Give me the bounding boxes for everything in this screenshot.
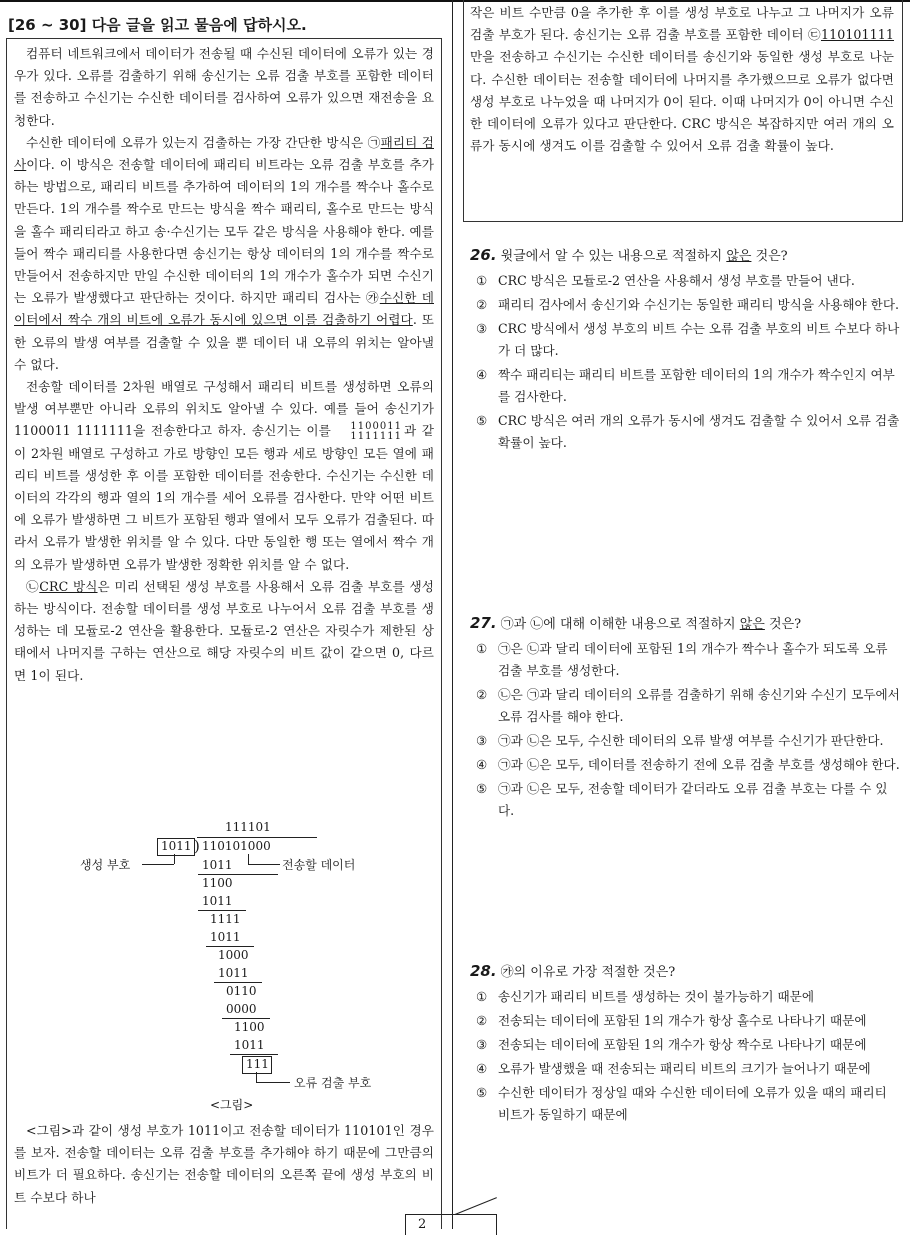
page-number-box bbox=[405, 1214, 497, 1235]
paragraph-5: <그림>과 같이 생성 부호가 1011이고 전송할 데이터가 110101인 경우를 보자. 전송할 데이터는 오류 검출 부호를 추가해야 하기 때문에 그만큼의 비트가 더 필요하다. 송신기는 전송할 데이터의 오른쪽 끝에 생성 부호의 비트 수보다 하나 bbox=[14, 1123, 434, 1205]
passage-left bbox=[14, 43, 434, 687]
underlined-reason: 수신한 데이터에서 짝수 개의 비트에 오류가 동시에 있으면 이를 검출하기 어렵다 bbox=[14, 290, 434, 328]
q28-option-3[interactable]: ③ 전송되는 데이터에 포함된 1의 개수가 항상 짝수로 나타나기 때문에 bbox=[476, 1037, 867, 1052]
q26-option-2[interactable]: ② 패리티 검사에서 송신기와 수신기는 동일한 패리티 방식을 사용해야 한다. bbox=[476, 297, 899, 312]
paragraph-3: 전송할 데이터를 2차원 배열로 구성해서 패리티 비트를 생성하면 오류의 발생 여부뿐만 아니라 오류의 위치도 알아낼 수 있다. 예를 들어 송신기가 1100011 1111111을 전송한다고 하자. 송신기는 이를 1100011 1111111 과 같이 2차원 배열로 구성하고 가로 방향인 모든 행과 세로 방향인 모든 열에 패리티 비트를 생성한 후 이를 포함한 데이터를 전송한다. 수신기는 수신한 데이터의 각각의 행과 열의 1의 개수를 세어 오류를 검사한다. 만약 어떤 비트에 오류가 발생하면 그 비트가 포함된 행과 열에서 모두 오류가 검출된다. 따라서 오류가 발생한 위치를 알 수 있다. 다만 동일한 행 또는 열에서 짝수 개의 오류가 발생하면 오류가 발생한 정확한 위치를 알 수 없다. bbox=[14, 379, 435, 572]
q27-option-3[interactable]: ③ ㉠과 ㉡은 모두, 수신한 데이터의 오류 발생 여부를 수신기가 판단한다. bbox=[476, 733, 884, 748]
q26-option-5[interactable]: ⑤ CRC 방식은 여러 개의 오류가 동시에 생겨도 검출할 수 있어서 오류 검출 확률이 높다. bbox=[476, 413, 900, 450]
q27-option-5[interactable]: ⑤ ㉠과 ㉡은 모두, 전송할 데이터가 같더라도 오류 검출 부호는 다를 수 있다. bbox=[476, 781, 888, 818]
label-generator: 생성 부호 bbox=[80, 858, 131, 872]
label-data: 전송할 데이터 bbox=[282, 858, 356, 872]
crc-division-figure: 111101 1011 ) 110101000 생성 부호 1011 전송할 데이터 1100 1011 1111 1011 1000 1011 0110 0000 1100 1011 111 오류 검출 부호 <그림> bbox=[80, 820, 372, 1112]
q27-option-1[interactable]: ① ㉠은 ㉡과 달리 데이터에 포함된 1의 개수가 짝수나 홀수가 되도록 오류 검출 부호를 생성한다. bbox=[476, 641, 888, 678]
remainder: 111 bbox=[246, 1057, 269, 1071]
q26-option-4[interactable]: ④ 짝수 패리티는 패리티 비트를 포함한 데이터의 1의 개수가 짝수인지 여부를 검사한다. bbox=[476, 367, 895, 404]
q28-option-5[interactable]: ⑤ 수신한 데이터가 정상일 때와 수신한 데이터에 오류가 있을 때의 패리티 비트가 동일하기 때문에 bbox=[476, 1085, 887, 1122]
q26-option-3[interactable]: ③ CRC 방식에서 생성 부호의 비트 수는 오류 검출 부호의 비트 수보다 하나가 더 많다. bbox=[476, 321, 900, 358]
paragraph-1: 컴퓨터 네트워크에서 데이터가 전송될 때 수신된 데이터에 오류가 있는 경우가 있다. 오류를 검출하기 위해 송신기는 오류 검출 부호를 포함한 데이터를 전송하고 수신기는 수신한 데이터를 검사하여 오류가 있으면 재전송을 요청한다. bbox=[14, 46, 434, 128]
page-number: 2 bbox=[418, 1217, 427, 1232]
question-27: 27. ㉠과 ㉡에 대해 이해한 내용으로 적절하지 않은 것은? ① ㉠은 ㉡과 달리 데이터에 포함된 1의 개수가 짝수나 홀수가 되도록 오류 검출 부호를 생성한다. ② ㉡은 ㉠과 달리 데이터의 오류를 검출하기 위해 송신기와 수신기 모두에서 오류 검사를 해야 한다. ③ ㉠과 ㉡은 모두, 수신한 데이터의 오류 발생 여부를 수신기가 판단한다. ④ ㉠과 ㉡은 모두, 데이터를 전송하기 전에 오류 검출 부호를 생성해야 한다. ⑤ ㉠과 ㉡은 모두, 전송할 데이터가 같더라도 오류 검출 부호는 다를 수 있다. bbox=[470, 612, 900, 822]
paragraph-4: ㉡CRC 방식은 미리 선택된 생성 부호를 사용해서 오류 검출 부호를 생성하는 방식이다. 전송할 데이터를 생성 부호로 나누어서 오류 검출 부호를 생성하는 데 모듈로-2 연산을 활용한다. 모듈로-2 연산은 자릿수가 제한된 상태에서 나머지를 구하는 연산으로 해당 자릿수의 비트 값이 같으면 0, 다르면 1이 된다. bbox=[14, 578, 434, 683]
marker-digeut: ㉢ bbox=[808, 27, 821, 43]
figure-caption: <그림> bbox=[210, 1098, 254, 1112]
q28-option-4[interactable]: ④ 오류가 발생했을 때 전송되는 패리티 비트의 크기가 늘어나기 때문에 bbox=[476, 1061, 871, 1076]
marker-nieun: ㉡ bbox=[26, 578, 40, 594]
passage-left-bottom bbox=[14, 1120, 434, 1209]
divisor: 1011 bbox=[161, 839, 192, 853]
term-crc: CRC 방식 bbox=[39, 578, 98, 594]
question-26: 26. 윗글에서 알 수 있는 내용으로 적절하지 않은 것은? ① CRC 방식은 모듈로-2 연산을 사용해서 생성 부호를 만들어 낸다. ② 패리티 검사에서 송신기와 수신기는 동일한 패리티 방식을 사용해야 한다. ③ CRC 방식에서 생성 부호의 비트 수는 오류 검출 부호의 비트 수보다 하나가 더 많다. ④ 짝수 패리티는 패리티 비트를 포함한 데이터의 1의 개수가 짝수인지 여부를 검사한다. ⑤ CRC 방식은 여러 개의 오류가 동시에 생겨도 검출할 수 있어서 오류 검출 확률이 높다. bbox=[470, 244, 900, 454]
paragraph-6: 작은 비트 수만큼 0을 추가한 후 이를 생성 부호로 나누고 그 나머지가 오류 검출 부호가 된다. 송신기는 오류 검출 부호를 포함한 데이터 ㉢110101111만을 전송하고 수신기는 수신한 데이터를 송신기와 동일한 생성 부호로 나눈다. 수신한 데이터는 전송할 데이터에 나머지를 추가했으므로 오류가 없다면 생성 부호로 나누었을 때 나머지가 0이 된다. 이때 나머지가 0이 아니면 수신한 데이터에 오류가 있다고 판단한다. CRC 방식은 복잡하지만 여러 개의 오류가 동시에 생겨도 이를 검출할 수 있어서 오류 검출 확률이 높다. bbox=[470, 5, 894, 154]
section-header: [26 ~ 30] 다음 글을 읽고 물음에 답하시오. bbox=[8, 16, 307, 34]
paragraph-2: 수신한 데이터에 오류가 있는지 검출하는 가장 간단한 방식은 ㉠패리티 검사이다. 이 방식은 전송할 데이터에 패리티 비트라는 오류 검출 부호를 추가하는 방법으로, 패리티 비트를 추가하여 데이터의 1의 개수를 짝수나 홀수로 만든다. 1의 개수를 짝수로 만드는 방식을 짝수 패리티, 홀수로 만드는 방식을 홀수 패리티라고 하고 송·수신기는 모두 같은 방식을 사용해야 한다. 예를 들어 짝수 패리티를 사용한다면 송신기는 항상 데이터의 1의 개수를 짝수로 만들어서 전송하지만 만일 수신한 데이터의 1의 개수가 홀수가 되면 수신기는 오류가 발생했다고 판단하는 것이다. 하지만 패리티 검사는 ㉮수신한 데이터에서 짝수 개의 비트에 오류가 동시에 있으면 이를 검출하기 어렵다. 또한 오류의 발생 여부를 검출할 수 있을 뿐 데이터 내 오류의 위치는 알아낼 수 없다. bbox=[14, 134, 434, 372]
column-divider bbox=[452, 0, 453, 1229]
q28-option-1[interactable]: ① 송신기가 패리티 비트를 생성하는 것이 불가능하기 때문에 bbox=[476, 989, 814, 1004]
passage-right bbox=[470, 2, 894, 157]
underlined-code: 110101111 bbox=[820, 27, 894, 43]
term-parity: 패리티 검사 bbox=[14, 134, 434, 173]
page-box-diagonal bbox=[455, 1197, 497, 1215]
marker-giyeok: ㉠ bbox=[367, 134, 381, 150]
question-28: 28. ㉮의 이유로 가장 적절한 것은? ① 송신기가 패리티 비트를 생성하는 것이 불가능하기 때문에 ② 전송되는 데이터에 포함된 1의 개수가 항상 홀수로 나타나기 때문에 ③ 전송되는 데이터에 포함된 1의 개수가 항상 짝수로 나타나기 때문에 ④ 오류가 발생했을 때 전송되는 패리티 비트의 크기가 늘어나기 때문에 ⑤ 수신한 데이터가 정상일 때와 수신한 데이터에 오류가 있을 때의 패리티 비트가 동일하기 때문에 bbox=[470, 960, 900, 1126]
marker-ga: ㉮ bbox=[366, 290, 380, 306]
label-code: 오류 검출 부호 bbox=[294, 1076, 372, 1090]
q26-option-1[interactable]: ① CRC 방식은 모듈로-2 연산을 사용해서 생성 부호를 만들어 낸다. bbox=[476, 273, 855, 288]
quotient: 111101 bbox=[225, 820, 271, 834]
dividend: 110101000 bbox=[202, 839, 271, 853]
bit-array: 1100011 1111111 bbox=[350, 420, 402, 442]
q28-option-2[interactable]: ② 전송되는 데이터에 포함된 1의 개수가 항상 홀수로 나타나기 때문에 bbox=[476, 1013, 867, 1028]
q27-option-2[interactable]: ② ㉡은 ㉠과 달리 데이터의 오류를 검출하기 위해 송신기와 수신기 모두에서 오류 검사를 해야 한다. bbox=[476, 687, 900, 724]
q27-option-4[interactable]: ④ ㉠과 ㉡은 모두, 데이터를 전송하기 전에 오류 검출 부호를 생성해야 한다. bbox=[476, 757, 900, 772]
